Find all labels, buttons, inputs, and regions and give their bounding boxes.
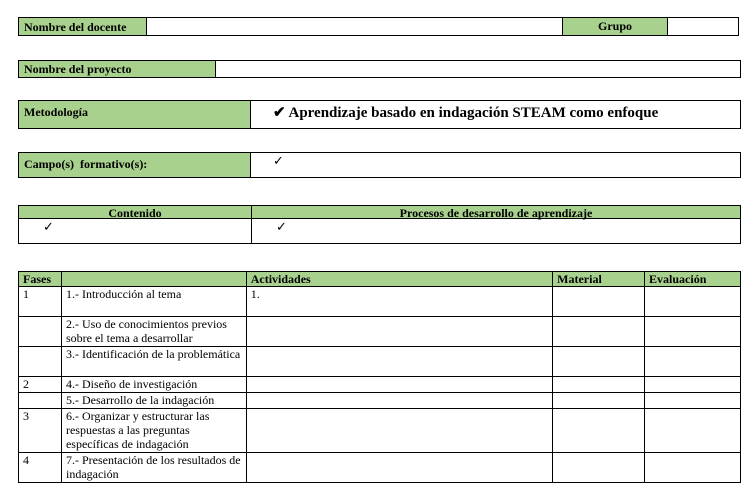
- table-row: [19, 377, 741, 393]
- fase-cell: 1: [19, 287, 62, 317]
- actividad-cell[interactable]: [246, 347, 552, 377]
- actividad-cell[interactable]: [246, 393, 552, 409]
- metodologia-label-cell: [18, 100, 251, 129]
- header-material: Material: [553, 272, 645, 287]
- actividad-cell[interactable]: 1.: [246, 287, 552, 317]
- paso-cell: 3.- Identificación de la problemática: [61, 347, 246, 377]
- contenido-header: [18, 205, 252, 219]
- fase-cell: [19, 317, 62, 347]
- material-cell[interactable]: [553, 453, 645, 483]
- evaluacion-cell[interactable]: [645, 347, 741, 377]
- header-fases: Fases: [19, 272, 62, 287]
- table-row: [19, 453, 741, 483]
- contenido-check-icon: ✓: [43, 219, 54, 234]
- table-row: [19, 317, 741, 347]
- paso-cell: 2.- Uso de conocimientos previos sobre el tema a desarrollar: [61, 317, 246, 347]
- fase-cell: 4: [19, 453, 62, 483]
- actividades-table: [18, 271, 741, 483]
- docente-field[interactable]: [146, 17, 563, 36]
- header-actividades: Actividades: [246, 272, 552, 287]
- table-row: [19, 409, 741, 453]
- fase-cell: 3: [19, 409, 62, 453]
- material-cell[interactable]: [553, 377, 645, 393]
- paso-cell: 1.- Introducción al tema: [61, 287, 246, 317]
- actividad-cell[interactable]: [246, 317, 552, 347]
- paso-cell: 4.- Diseño de investigación: [61, 377, 246, 393]
- metodologia-value-cell: [250, 100, 741, 129]
- evaluacion-cell[interactable]: [645, 317, 741, 347]
- paso-cell: 7.- Presentación de los resultados de indagación: [61, 453, 246, 483]
- actividad-cell[interactable]: [246, 453, 552, 483]
- campos-label-cell: [18, 152, 251, 178]
- material-cell[interactable]: [553, 287, 645, 317]
- evaluacion-cell[interactable]: [645, 409, 741, 453]
- evaluacion-cell[interactable]: [645, 393, 741, 409]
- metodologia-value: ✔ Aprendizaje basado en indagación STEAM como enfoque: [273, 105, 659, 121]
- evaluacion-cell[interactable]: [645, 453, 741, 483]
- table-row: [19, 393, 741, 409]
- actividad-cell[interactable]: [246, 409, 552, 453]
- header-pasos: [61, 272, 246, 287]
- evaluacion-cell[interactable]: [645, 287, 741, 317]
- docente-label: Nombre del docente: [24, 20, 127, 34]
- campos-label: Campo(s) formativo(s):: [24, 157, 148, 171]
- material-cell[interactable]: [553, 393, 645, 409]
- procesos-label: Procesos de desarrollo de aprendizaje: [399, 206, 593, 220]
- fase-cell: 2: [19, 377, 62, 393]
- proyecto-label: Nombre del proyecto: [24, 62, 132, 76]
- table-row: [19, 287, 741, 317]
- actividad-cell[interactable]: [246, 377, 552, 393]
- campos-check-icon: ✓: [273, 153, 284, 168]
- table-header-row: [19, 272, 741, 287]
- proyecto-field[interactable]: [215, 60, 741, 78]
- evaluacion-cell[interactable]: [645, 377, 741, 393]
- campos-value-cell[interactable]: [250, 152, 741, 178]
- grupo-field[interactable]: [667, 17, 739, 36]
- fase-cell: [19, 347, 62, 377]
- table-row: [19, 347, 741, 377]
- docente-label-cell: [18, 17, 147, 36]
- proyecto-label-cell: [18, 60, 216, 78]
- procesos-check-icon: ✓: [276, 219, 287, 234]
- contenido-label: Contenido: [108, 206, 162, 220]
- contenido-value-cell[interactable]: [18, 218, 252, 244]
- paso-cell: 6.- Organizar y estructurar las respuestas a las preguntas específicas de indagación: [61, 409, 246, 453]
- grupo-label: Grupo: [597, 19, 632, 33]
- grupo-label-cell: [562, 17, 668, 36]
- paso-cell: 5.- Desarrollo de la indagación: [61, 393, 246, 409]
- fase-cell: [19, 393, 62, 409]
- metodologia-label: Metodología: [24, 105, 88, 119]
- procesos-value-cell[interactable]: [251, 218, 741, 244]
- material-cell[interactable]: [553, 409, 645, 453]
- material-cell[interactable]: [553, 347, 645, 377]
- procesos-header: [251, 205, 741, 219]
- header-evaluacion: Evaluación: [645, 272, 741, 287]
- material-cell[interactable]: [553, 317, 645, 347]
